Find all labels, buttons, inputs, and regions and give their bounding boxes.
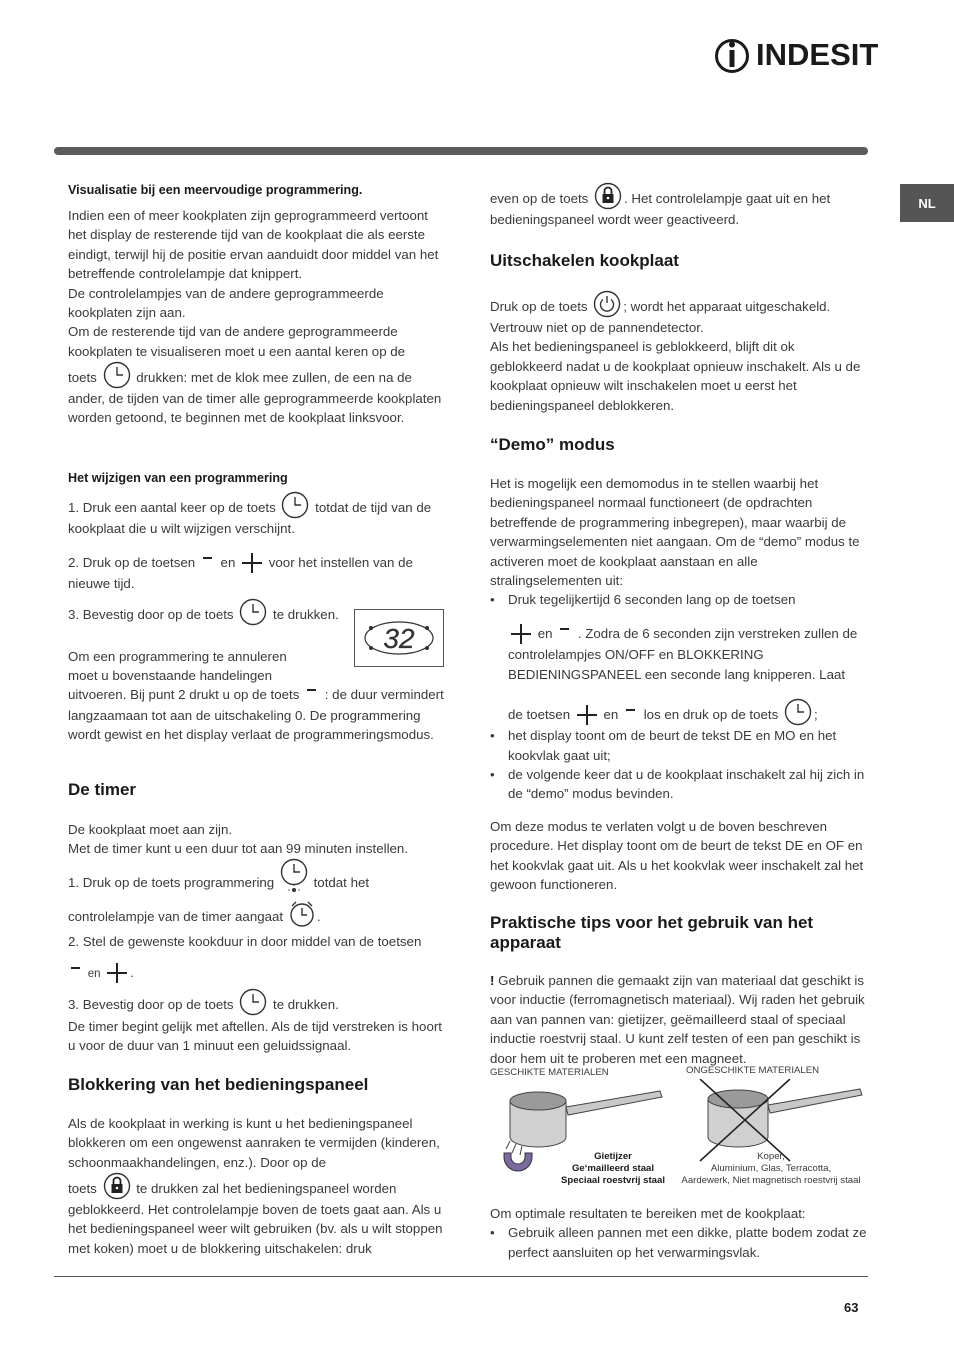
- suitable-materials-list: Gietijzer Ge‘mailleerd staal Speciaal roestvrij staal: [561, 1151, 665, 1186]
- paragraph: Om deze modus te verlaten volgt u de boven beschreven procedure. Het display toont om de beurt de tekst DE en OF en het kookvlak gaat uit. Als u het kookvlak weer inschakelt zal het gewoon functioneren.: [490, 819, 864, 893]
- suitable-pan-icon: [506, 1091, 662, 1155]
- paragraph: Om optimale resultaten te bereiken met de kookplaat: • Gebruik alleen pannen met een dikke, platte bodem zodat ze perfect aansluiten op het verwarmingsvlak.: [490, 1204, 870, 1262]
- minus-icon: [70, 962, 82, 984]
- cookware-figure: [490, 1063, 870, 1193]
- clock-icon: [281, 491, 309, 519]
- subheading-multi-programming: Visualisatie bij een meervoudige programmering.: [68, 183, 363, 197]
- paragraph: Het is mogelijk een demomodus in te stellen waarbij het bedieningspaneel normaal functioneert (de opdrachten betreffende de programmering inbegrepen), maar waarbij de verwarmingselementen niet aangaan. Om de “demo” modus te activeren moet de kookplaat aanstaan en alle stralingselementen uit:: [490, 476, 860, 589]
- brand-logo: [714, 34, 878, 76]
- timer-step-1-cont: controlelampje van de timer aangaat .: [68, 900, 448, 928]
- subheading-change-programming: Het wijzigen van een programmering: [68, 471, 288, 485]
- suitable-materials-label: GESCHIKTE MATERIALEN: [490, 1067, 609, 1078]
- paragraph: toets te drukken zal het bedieningspaneel worden geblokkeerd. Het controlelampje boven de toets gaat aan. Als u het bedieningspaneel weer wilt gebruiken (bv. als u wilt stoppen met koken) moet u de blokkering uitschakelen: druk: [68, 1172, 448, 1258]
- paragraph: Indien een of meer kookplaten zijn geprogrammeerd vertoont het display de resterende tijd van de kookplaat die als eerste eindigt, terwijl hij de positie ervan aanduidt door middel van het betreffende controlelampje dat knippert. De controlelampjes van de andere geprogrammeerde kookplaten zijn aan. Om de resterende tijd van de andere geprogrammeerde kookplaten te visualiseren moet u een aantal keren op de: [68, 208, 439, 359]
- header-rule: [54, 147, 868, 155]
- brand-logo-icon: [714, 35, 750, 75]
- clock-icon: [239, 988, 267, 1016]
- heading-lock: Blokkering van het bedieningspaneel: [68, 1075, 369, 1094]
- step-1: 1. Druk een aantal keer op de toets totdat de tijd van de kookplaat die u wilt wijzigen verschijnt.: [68, 491, 448, 538]
- heading-demo: “Demo” modus: [490, 435, 615, 454]
- paragraph-lock-cont: even op de toets . Het controlelampje gaat uit en het bedieningspaneel wordt weer geactiveerd.: [490, 182, 870, 229]
- step-3: 3. Bevestig door op de toets te drukken.: [68, 598, 358, 626]
- paragraph: ! Gebruik pannen die gemaakt zijn van materiaal dat geschikt is voor inductie (ferromagnetisch materiaal). Wij raden het gebruik aan van pannen van: gietijzer, geëmailleerd staal of speciaal inductie roestvrij staal. U kunt zelf testen of een pan geschikt is door hem uit te proberen met een magneet.: [490, 973, 865, 1066]
- timer-step-1: 1. Druk op de toets programmering totdat het: [68, 858, 448, 894]
- power-icon: [593, 290, 621, 318]
- list-item: • Gebruik alleen pannen met een dikke, platte bodem zodat ze perfect aansluiten op het verwarmingsvlak.: [490, 1223, 870, 1262]
- timer-alarm-icon: [289, 900, 315, 928]
- clock-icon: [239, 598, 267, 626]
- paragraph: Als de kookplaat in werking is kunt u het bedieningspaneel blokkeren om een ongewenst aanraken te vermijden (kinderen, schoonmaakhandelingen, enz.). Door op de: [68, 1116, 440, 1170]
- heading-tips: Praktische tips voor het gebruik van het apparaat: [490, 913, 814, 952]
- clock-icon: [280, 858, 308, 894]
- heading-timer: De timer: [68, 780, 137, 799]
- paragraph: De timer begint gelijk met aftellen. Als de tijd verstreken is hoort u voor de duur van 1 minuut een geluidssignaal.: [68, 1019, 442, 1054]
- plus-icon: [241, 552, 263, 574]
- minus-icon: [624, 704, 638, 726]
- display-value: 32: [383, 623, 415, 654]
- list-item: • Druk tegelijkertijd 6 seconden lang op de toetsen en . Zodra de 6 seconden zijn verstreken zullen de controlelampjes ON/OFF en BLOKKERING BEDIENINGSPANEEL een seconde lang knipperen. Laat de toetsen en los en druk op de toets ;: [490, 590, 870, 726]
- clock-icon: [784, 698, 812, 726]
- timer-step-2: 2. Stel de gewenste kookduur in door middel van de toetsen: [68, 934, 422, 949]
- unsuitable-pan-icon: [708, 1089, 862, 1147]
- magnet-icon: [504, 1153, 532, 1171]
- minus-icon: [558, 623, 572, 645]
- minus-icon: [201, 552, 215, 574]
- display-illustration: [354, 609, 444, 667]
- brand-name: INDESIT: [756, 37, 879, 72]
- unsuitable-materials-label: ONGESCHIKTE MATERIALEN: [686, 1065, 820, 1076]
- plus-icon: [576, 704, 598, 726]
- paragraph-cancel-cont: uitvoeren. Bij punt 2 drukt u op de toets : de duur vermindert langzaamaan tot aan de uitschakeling 0. De programmering wordt gewist en het display verlaat de programmeringsmodus.: [68, 684, 448, 745]
- plus-icon: [510, 623, 532, 645]
- list-item: • het display toont om de beurt de tekst DE en MO en het kookvlak gaat uit;: [490, 726, 870, 765]
- demo-list: [490, 590, 870, 804]
- page-number: 63: [844, 1300, 859, 1315]
- paragraph: Druk op de toets ; wordt het apparaat uitgeschakeld. Vertrouw niet op de pannendetector. Als het bedieningspaneel is geblokkeerd, blijft dit ok geblokkeerd nadat u de kookplaat opnieuw inschakelt. Als u de kookplaat opnieuw wilt inschakelen moet u eerst het bedieningspaneel deblokkeren.: [490, 290, 870, 415]
- step-2: 2. Druk op de toetsen en voor het instellen van de nieuwe tijd.: [68, 552, 448, 593]
- paragraph: toets drukken: met de klok mee zullen, de een na de ander, de tijden van de timer alle geprogrammeerde kookplaten worden getoond, te beginnen met de kookplaat linksvoor.: [68, 361, 448, 428]
- clock-icon: [103, 361, 131, 389]
- paragraph: De kookplaat moet aan zijn. Met de timer kunt u een duur tot aan 99 minuten instellen.: [68, 822, 409, 857]
- heading-switch-off: Uitschakelen kookplaat: [490, 251, 679, 270]
- timer-step-2-keys: en .: [68, 962, 448, 984]
- lock-icon: [103, 1172, 131, 1200]
- plus-icon: [106, 962, 128, 984]
- lock-icon: [594, 182, 622, 210]
- unsuitable-materials-list: Koper, Aluminium, Glas, Terracotta, Aardewerk, Niet magnetisch roestvrij staal: [681, 1151, 861, 1186]
- footer-rule: [54, 1276, 868, 1277]
- timer-step-3: 3. Bevestig door op de toets te drukken.: [68, 988, 448, 1016]
- minus-icon: [305, 684, 319, 706]
- list-item: • de volgende keer dat u de kookplaat inschakelt zal hij zich in de “demo” modus bevinden.: [490, 765, 870, 804]
- language-tab: NL: [900, 184, 954, 222]
- paragraph-cancel: Om een programmering te annuleren moet u bovenstaande handelingen: [68, 649, 287, 684]
